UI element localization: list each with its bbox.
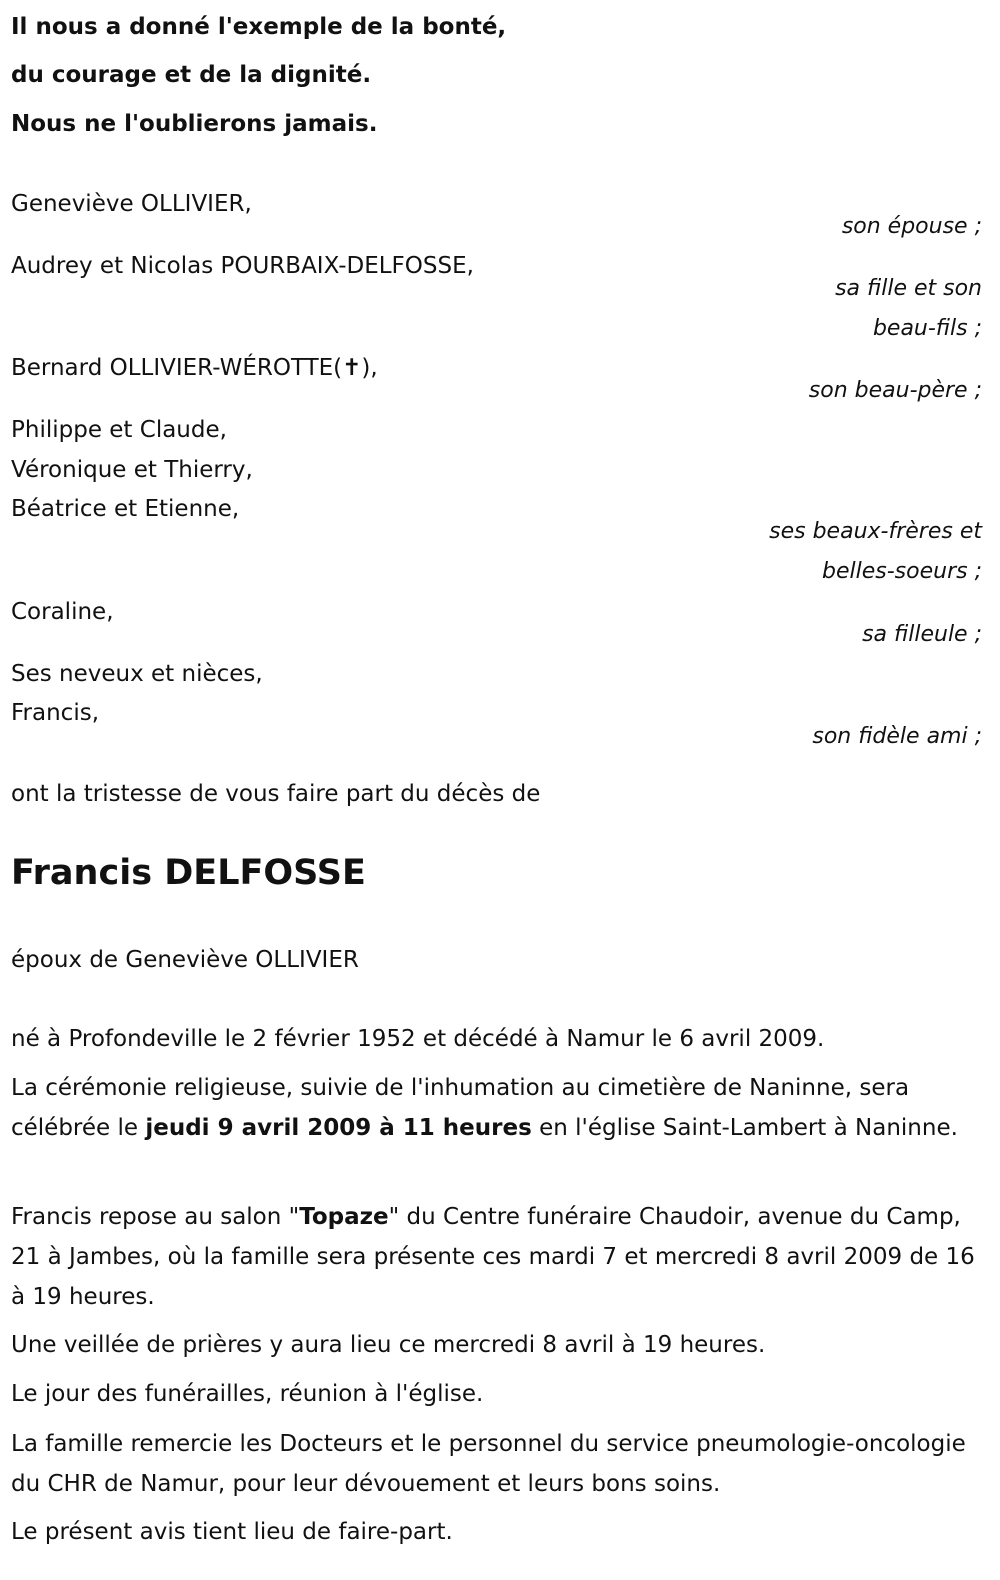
thanks-paragraph: La famille remercie les Docteurs et le personnel du service pneumologie-oncologie du CHR de Namur, pour leur dévouement et leurs bons soins. [11, 1431, 966, 1497]
family-name: Bernard OLLIVIER-WÉROTTE(✝), [11, 355, 378, 381]
family-role: beau-fils ; [872, 316, 982, 341]
ceremony-date: jeudi 9 avril 2009 à 11 heures [145, 1115, 532, 1141]
ceremony-place: en l'église Saint-Lambert à Naninne. [531, 1115, 958, 1141]
family-name: Philippe et Claude, [11, 417, 227, 443]
family-name: Geneviève OLLIVIER, [11, 191, 252, 217]
family-role: sa filleule ; [862, 622, 982, 647]
birth-death-paragraph: né à Profondeville le 2 février 1952 et décédé à Namur le 6 avril 2009. [11, 1026, 825, 1052]
intro-line-1: Il nous a donné l'exemple de la bonté, [11, 14, 507, 40]
family-name: Ses neveux et nièces, [11, 661, 263, 687]
notice-paragraph: Le présent avis tient lieu de faire-part. [11, 1519, 453, 1545]
family-role: son fidèle ami ; [812, 724, 982, 749]
family-name: Béatrice et Etienne, [11, 496, 240, 522]
family-name: Véronique et Thierry, [11, 457, 253, 483]
family-name: Francis, [11, 700, 100, 726]
family-role: sa fille et son [835, 276, 982, 301]
salon-paragraph [11, 1197, 986, 1317]
salon-name: Topaze [299, 1204, 389, 1230]
announcement: ont la tristesse de vous faire part du décès de [11, 781, 541, 807]
meeting-paragraph: Le jour des funérailles, réunion à l'église. [11, 1381, 484, 1407]
family-role: son beau-père ; [808, 378, 982, 403]
salon-text: Francis repose au salon " [11, 1204, 300, 1230]
intro-line-2: du courage et de la dignité. [11, 62, 372, 88]
deceased-name: Francis DELFOSSE [11, 853, 366, 893]
vigil-paragraph: Une veillée de prières y aura lieu ce mercredi 8 avril à 19 heures. [11, 1332, 766, 1358]
spouse-line: époux de Geneviève OLLIVIER [11, 947, 359, 973]
salon-details: " du Centre funéraire Chaudoir, avenue du Camp, 21 à Jambes, où la famille sera présente ces mardi 7 et mercredi 8 avril 2009 de 16 à 19 heures. [11, 1204, 975, 1310]
family-name: Coraline, [11, 599, 114, 625]
intro-line-3: Nous ne l'oublierons jamais. [11, 111, 378, 137]
family-name: Audrey et Nicolas POURBAIX-DELFOSSE, [11, 253, 474, 279]
ceremony-text: La cérémonie religieuse, suivie de l'inhumation au cimetière de Naninne, sera célébrée le [11, 1075, 910, 1141]
family-role: son épouse ; [841, 214, 982, 239]
family-role: ses beaux-frères et [769, 519, 982, 544]
family-role: belles-soeurs ; [822, 559, 982, 584]
ceremony-paragraph [11, 1068, 986, 1148]
